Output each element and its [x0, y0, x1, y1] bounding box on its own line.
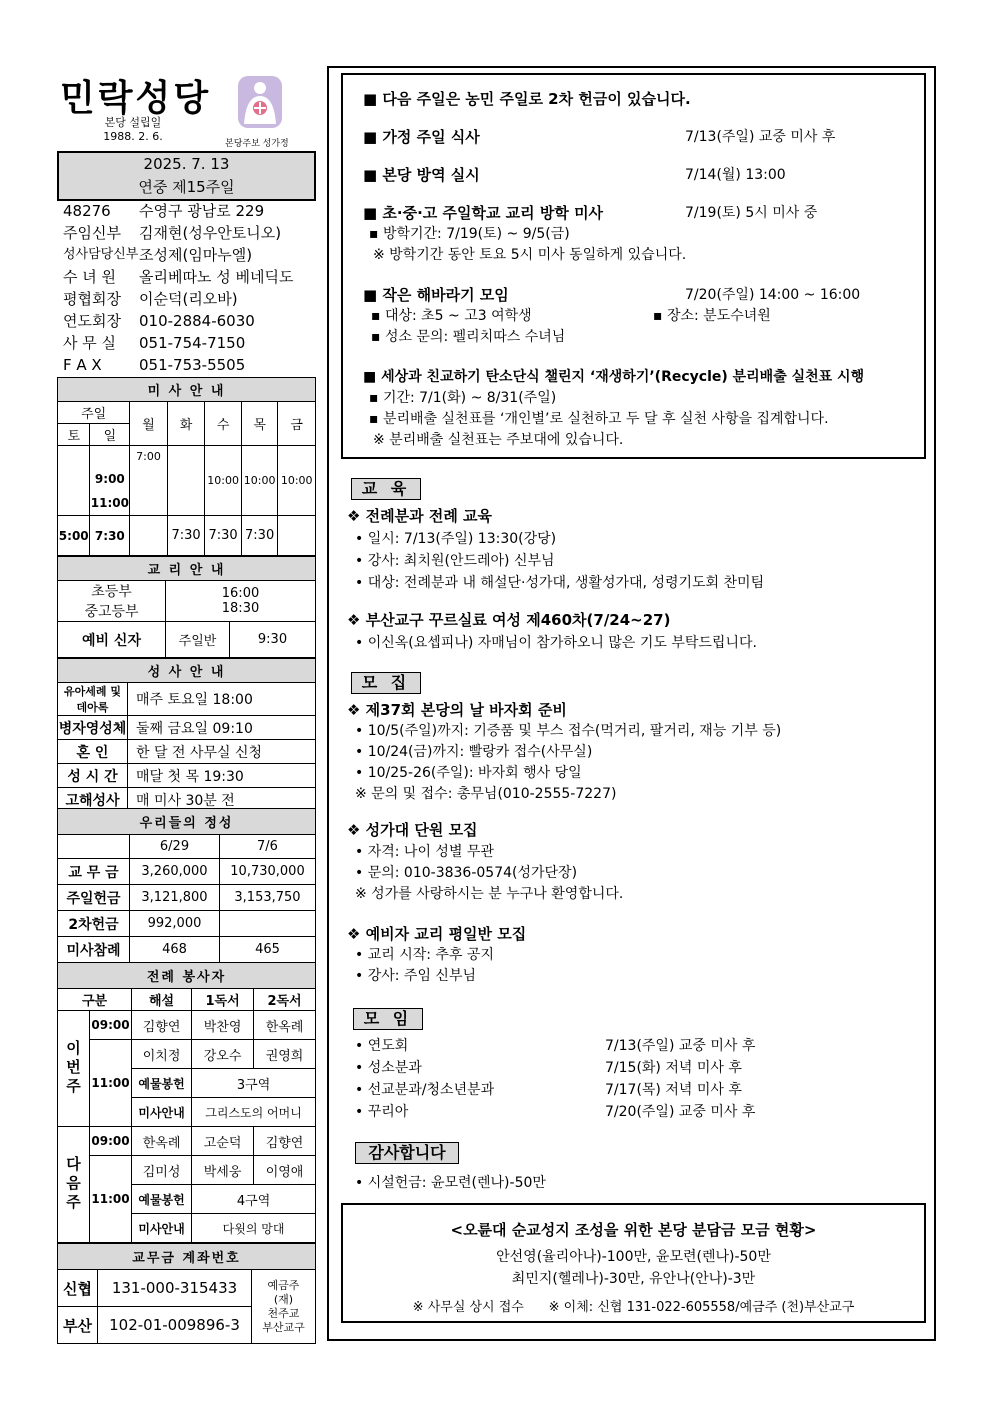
sacrament-value: 매 미사 30분 전	[128, 788, 316, 812]
notice-2-detail: 7/13(주일) 교중 미사 후	[685, 129, 836, 145]
next-r2-c2: 박세웅	[192, 1156, 254, 1185]
notice-6-sub1: ▪ 기간: 7/1(화) ~ 8/31(주일)	[369, 390, 557, 406]
this-900: 09:00	[90, 1011, 132, 1040]
this-1100: 11:00	[90, 1040, 132, 1127]
meeting-row	[355, 1101, 915, 1123]
liturgical-week: 연중 제15주일	[138, 178, 235, 196]
sacrament-value: 둘째 금요일 09:10	[128, 716, 316, 740]
contact-key: 성사담당신부	[63, 247, 139, 262]
col-629: 6/29	[130, 835, 220, 859]
this-r2-c1: 이치정	[132, 1040, 192, 1069]
offering-key: 주일헌금	[58, 885, 130, 911]
this-r1-c2: 박찬영	[192, 1011, 254, 1040]
this-r2-c2: 강오수	[192, 1040, 254, 1069]
meeting-time: 7/20(주일) 교중 미사 후	[605, 1104, 756, 1120]
this-week-label: 이번주	[58, 1011, 90, 1127]
col-reading2: 2독서	[254, 989, 316, 1011]
list-line: • 교리 시작: 추후 공지	[355, 947, 494, 963]
meeting-row	[355, 1035, 915, 1057]
list-line: • 10/5(주일)까지: 기증품 및 부스 접수(먹거리, 팔거리, 재능 기부 등)	[355, 723, 782, 739]
notice-5-sub2: ▪ 성소 문의: 펠리치따스 수녀님	[371, 329, 566, 345]
contact-value: 이순덕(리오바)	[139, 290, 238, 308]
recruit-items-3	[355, 945, 494, 987]
thu-am: 10:00	[241, 446, 278, 516]
fund-box	[341, 1203, 926, 1323]
sacrament-key: 병자영성체	[58, 716, 128, 740]
notice-6-sub2: ▪ 분리배출 실천표를 ‘개인별’로 실천하고 두 달 후 실천 사항을 집계합니다.	[369, 411, 829, 427]
recruit-section-3: ❖ 예비자 교리 평일반 모집	[347, 925, 527, 943]
fund-line-1: 안선영(율리아나)-100만, 윤모련(렌나)-50만	[496, 1249, 771, 1265]
bank1: 신협	[58, 1270, 98, 1307]
contact-row	[57, 200, 316, 222]
thu-eve: 7:30	[241, 516, 278, 556]
meeting-time: 7/15(화) 저녁 미사 후	[605, 1060, 742, 1076]
offering-a: 468	[130, 937, 220, 963]
contact-value: 051-753-5505	[139, 356, 246, 374]
founded-label: 본당 설립일	[104, 116, 162, 129]
col-reading1: 1독서	[192, 989, 254, 1011]
acct1: 131-000-315433	[98, 1270, 252, 1307]
offering-b	[220, 911, 316, 937]
notice-5: ■ 작은 해바라기 모임	[363, 286, 509, 304]
meetings-list	[355, 1035, 915, 1123]
contact-value: 010-2884-6030	[139, 312, 255, 330]
fri-am: 10:00	[278, 446, 316, 516]
next-offer: 4구역	[192, 1185, 316, 1214]
list-line: • 10/24(금)까지: 빨랑카 접수(사무실)	[355, 744, 593, 760]
recruit-tag: 모 집	[351, 672, 421, 694]
mass-title: 미 사 안 내	[58, 378, 316, 402]
contact-row	[57, 354, 316, 376]
day-thu: 목	[241, 402, 278, 446]
sat-5pm: 5:00	[58, 516, 90, 556]
next-1100: 11:00	[90, 1156, 132, 1243]
tue-eve: 7:30	[167, 516, 205, 556]
ministry-table	[57, 962, 316, 1243]
recruit-items-2	[355, 842, 623, 905]
notice-4: ■ 초·중·고 주일학교 교리 방학 미사	[363, 204, 604, 222]
contact-key: 48276	[63, 202, 111, 220]
next-r1-c2: 고순덕	[192, 1127, 254, 1156]
meeting-row	[355, 1057, 915, 1079]
contact-key: 주임신부	[63, 224, 121, 242]
account-table	[57, 1243, 316, 1344]
day-tue: 화	[167, 402, 205, 446]
sacrament-value: 매주 토요일 18:00	[128, 683, 316, 716]
meetings-tag: 모 임	[353, 1008, 423, 1030]
edu-items-1	[355, 528, 764, 594]
contact-key: 평협회장	[63, 290, 121, 308]
col-gubun: 구분	[58, 989, 132, 1011]
holder2: (재)	[273, 1292, 294, 1306]
contact-key: 수 녀 원	[63, 268, 117, 286]
contact-key: 사 무 실	[63, 334, 117, 352]
day-wed: 수	[205, 402, 242, 446]
day-mon: 월	[130, 402, 168, 446]
catechism-table	[57, 556, 316, 658]
recruit-items-1	[355, 721, 781, 805]
list-line: • 자격: 나이 성별 무관	[355, 844, 494, 860]
ministry-title: 전례 봉사자	[58, 963, 316, 989]
contact-value: 조성제(임마누엘)	[139, 246, 253, 264]
education-tag: 교 육	[351, 478, 421, 500]
contact-key: 연도회장	[63, 312, 121, 330]
next-r1-c3: 김향연	[254, 1127, 316, 1156]
fund-line-2: 최민지(헬레나)-30만, 유안나(안나)-3만	[511, 1271, 756, 1287]
next-r2-c1: 김미성	[132, 1156, 192, 1185]
day-sun: 일	[90, 424, 130, 446]
contact-key: F A X	[63, 356, 102, 374]
next-r2-c3: 이영애	[254, 1156, 316, 1185]
day-fri: 금	[278, 402, 316, 446]
edu-items-2	[355, 632, 757, 654]
notice-3-detail: 7/14(월) 13:00	[685, 167, 786, 183]
mass-schedule-table	[57, 377, 316, 556]
elem-label: 초등부	[91, 584, 132, 600]
contact-value: 수영구 광남로 229	[139, 202, 265, 220]
list-line: • 일시: 7/13(주일) 13:30(강당)	[355, 531, 557, 547]
recruit-section-2: ❖ 성가대 단원 모집	[347, 821, 478, 839]
sun-11: 11:00	[90, 495, 129, 510]
logo-caption: 본당주보 성가정	[225, 139, 289, 149]
holder1: 예금주	[267, 1278, 300, 1292]
list-line: • 대상: 전례분과 내 해설단·성가대, 생활성가대, 성령기도회 찬미팀	[355, 575, 765, 591]
founded-date: 1988. 2. 6.	[103, 130, 163, 143]
sacrament-key: 고해성사	[58, 788, 128, 812]
wed-eve: 7:30	[205, 516, 242, 556]
offering-b: 10,730,000	[220, 859, 316, 885]
notice-6: ■ 세상과 친교하기 탄소단식 챌린지 ‘재생하기’(Recycle) 분리배출 실천표 시행	[363, 369, 865, 385]
contact-value: 김재현(성우안토니오)	[139, 224, 282, 242]
next-offer-label: 예물봉헌	[132, 1185, 192, 1214]
this-offer-label: 예물봉헌	[132, 1069, 192, 1098]
thanks-item: • 시설헌금: 윤모련(렌나)-50만	[355, 1175, 546, 1191]
thanks-tag: 감사합니다	[355, 1142, 459, 1164]
sacrament-key: 성 시 간	[58, 764, 128, 788]
this-r1-c3: 한옥례	[254, 1011, 316, 1040]
sacrament-key: 혼 인	[58, 740, 128, 764]
mon-time: 7:00	[130, 446, 168, 516]
notice-4-detail: 7/19(토) 5시 미사 중	[685, 205, 818, 221]
next-guide: 다윗의 망대	[192, 1214, 316, 1243]
contact-value: 올리베따노 성 베네딕도	[139, 268, 294, 286]
notice-5-sub1: ▪ 대상: 초5 ~ 고3 여학생	[371, 308, 532, 324]
sacrament-value: 한 달 전 사무실 신청	[128, 740, 316, 764]
meeting-name: • 성소분과	[355, 1060, 422, 1076]
notice-5-detail: 7/20(주일) 14:00 ~ 16:00	[685, 287, 861, 303]
notice-2: ■ 가정 주일 식사	[363, 128, 480, 146]
notice-5-sub1b: ▪ 장소: 분도수녀원	[653, 308, 771, 324]
elem-time: 16:00	[221, 586, 260, 601]
offering-key: 2차헌금	[58, 911, 130, 937]
this-r2-c3: 권영희	[254, 1040, 316, 1069]
this-offer: 3구역	[192, 1069, 316, 1098]
middle-time: 18:30	[221, 601, 260, 616]
next-week-label: 다음주	[58, 1127, 90, 1243]
sacrament-value: 매달 첫 목 19:30	[128, 764, 316, 788]
fund-title: <오륜대 순교성지 조성을 위한 본당 분담금 모금 현황>	[450, 1221, 817, 1239]
contact-row	[57, 222, 316, 244]
offering-a: 3,121,800	[130, 885, 220, 911]
holy-family-logo-icon	[236, 74, 284, 130]
next-guide-label: 미사안내	[132, 1214, 192, 1243]
offering-b: 465	[220, 937, 316, 963]
sacrament-title: 성 사 안 내	[58, 659, 316, 683]
offering-b: 3,153,750	[220, 885, 316, 911]
bank2: 부산	[58, 1307, 98, 1344]
list-line: • 이신옥(요셉피나) 자매님이 참가하오니 많은 기도 부탁드립니다.	[355, 635, 757, 651]
col-commentary: 해설	[132, 989, 192, 1011]
sacrament-table	[57, 658, 316, 812]
next-900: 09:00	[90, 1127, 132, 1156]
contact-row	[57, 310, 316, 332]
day-sat: 토	[58, 424, 90, 446]
this-r1-c1: 김향연	[132, 1011, 192, 1040]
offering-key: 교 무 금	[58, 859, 130, 885]
this-guide: 그리스도의 어머니	[192, 1098, 316, 1127]
offering-table	[57, 808, 316, 963]
holder3: 천주교	[267, 1306, 300, 1320]
contact-row	[57, 332, 316, 354]
acct2: 102-01-009896-3	[98, 1307, 252, 1344]
next-r1-c1: 한옥례	[132, 1127, 192, 1156]
list-line: • 강사: 최치원(안드레아) 신부님	[355, 553, 555, 569]
list-line: ※ 성가를 사랑하시는 분 누구나 환영합니다.	[355, 886, 624, 902]
list-line: • 10/25-26(주일): 바자회 행사 당일	[355, 765, 582, 781]
meeting-row	[355, 1079, 915, 1101]
meeting-name: • 연도회	[355, 1038, 409, 1054]
middle-label: 중고등부	[84, 604, 139, 620]
offering-a: 992,000	[130, 911, 220, 937]
pre-time: 9:30	[230, 622, 316, 658]
bulletin-date: 2025. 7. 13	[143, 155, 230, 173]
contact-row	[57, 244, 316, 266]
edu-section-2: ❖ 부산교구 꾸르실료 여성 제460차(7/24~27)	[347, 611, 671, 629]
contact-row	[57, 288, 316, 310]
recruit-section-1: ❖ 제37회 본당의 날 바자회 준비	[347, 701, 567, 719]
date-box	[57, 151, 316, 201]
offering-key: 미사참례	[58, 937, 130, 963]
sunday-header: 주일	[58, 402, 130, 424]
holder4: 부산교구	[262, 1320, 305, 1334]
sacrament-key: 유아세례 및 데아록	[58, 683, 128, 716]
pre-label: 예비 신자	[58, 622, 166, 658]
notice-4-sub1: ▪ 방학기간: 7/19(토) ~ 9/5(금)	[369, 226, 570, 242]
wed-am: 10:00	[205, 446, 242, 516]
list-line: • 강사: 주임 신부님	[355, 968, 476, 984]
meeting-name: • 선교분과/청소년분과	[355, 1082, 495, 1098]
account-title: 교무금 계좌번호	[58, 1244, 316, 1270]
offering-a: 3,260,000	[130, 859, 220, 885]
notice-6-sub3: ※ 분리배출 실천표는 주보대에 있습니다.	[373, 432, 624, 448]
parish-title: 민락성당	[60, 77, 212, 119]
meeting-time: 7/13(주일) 교중 미사 후	[605, 1038, 756, 1054]
pre-class: 주일반	[166, 622, 230, 658]
meeting-time: 7/17(목) 저녁 미사 후	[605, 1082, 742, 1098]
notice-box	[341, 73, 926, 459]
sun-9: 9:00	[94, 471, 125, 486]
col-76: 7/6	[220, 835, 316, 859]
meeting-name: • 꾸리아	[355, 1104, 409, 1120]
sun-730: 7:30	[90, 516, 130, 556]
this-guide-label: 미사안내	[132, 1098, 192, 1127]
list-line: • 문의: 010-3836-0574(성가단장)	[355, 865, 578, 881]
notice-4-sub2: ※ 방학기간 동안 토요 5시 미사 동일하게 있습니다.	[373, 247, 687, 263]
offering-title: 우리들의 정성	[58, 809, 316, 835]
edu-section-1: ❖ 전례분과 전례 교육	[347, 507, 493, 525]
notice-3: ■ 본당 방역 실시	[363, 166, 480, 184]
contact-row	[57, 266, 316, 288]
fund-line-3: ※ 사무실 상시 접수 ※ 이체: 신협 131-022-605558/예금주 (천)부산교구	[412, 1300, 855, 1315]
contact-value: 051-754-7150	[139, 334, 246, 352]
contact-info	[57, 200, 316, 376]
notice-1: ■ 다음 주일은 농민 주일로 2차 헌금이 있습니다.	[363, 90, 691, 108]
list-line: ※ 문의 및 접수: 총무님(010-2555-7227)	[355, 786, 617, 802]
catechism-title: 교 리 안 내	[58, 557, 316, 581]
